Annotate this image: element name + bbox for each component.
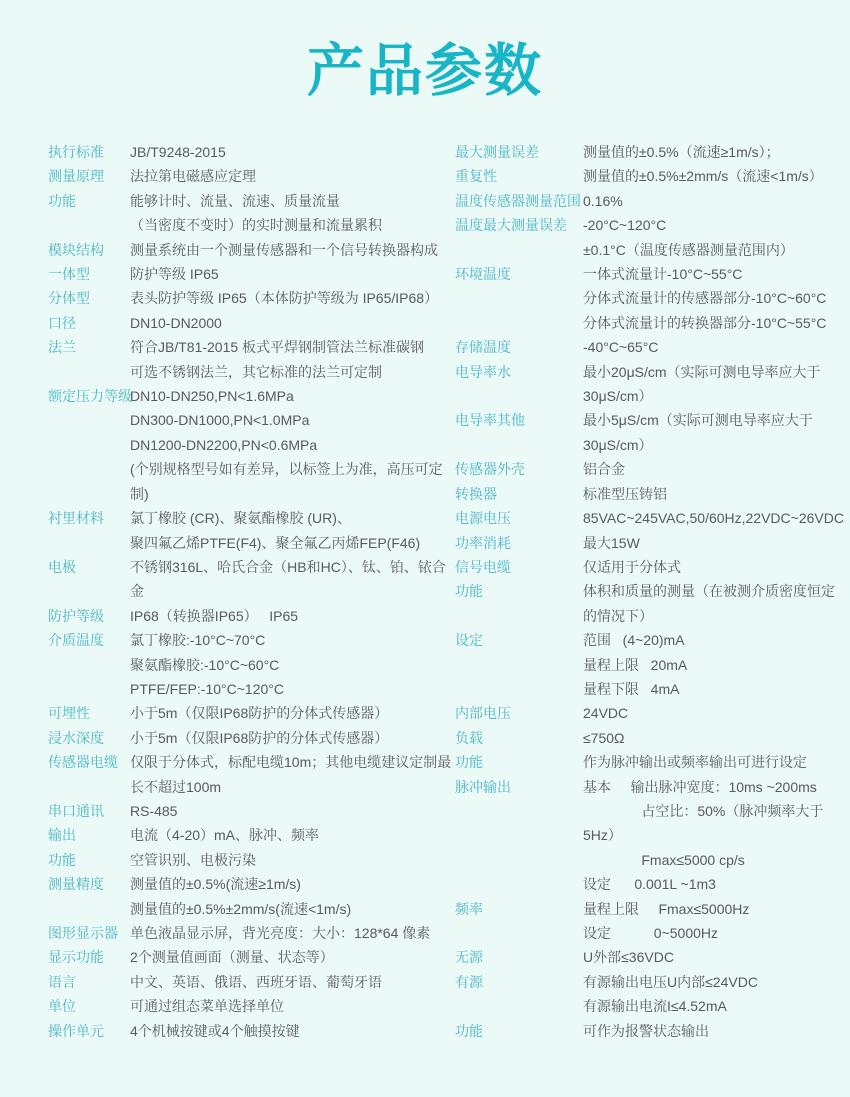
spec-value	[583, 335, 658, 359]
spec-value-line: 长不超过100m	[130, 778, 222, 795]
spec-value	[583, 189, 623, 213]
page-title: 产品参数	[307, 39, 543, 103]
spec-label: 额定压力等级	[48, 388, 132, 405]
spec-value-line: 占空比：50%（脉冲频率大于5Hz）	[583, 802, 824, 844]
spec-label: 操作单元	[48, 1022, 104, 1039]
spec-value	[130, 555, 455, 604]
spec-value-line: 表头防护等级 IP65（本体防护等级为 IP65/IP68）	[130, 290, 439, 307]
spec-value-line: 最小5μS/cm（实际可测电导率应大于	[583, 412, 813, 429]
spec-value-line: 法拉第电磁感应定理	[130, 168, 256, 185]
spec-value-line: Fmax≤5000 cp/s	[583, 851, 745, 868]
spec-row	[455, 335, 840, 359]
spec-value	[583, 140, 780, 164]
spec-value-line: 电流（4-20）mA、脉冲、频率	[130, 827, 320, 844]
spec-label: 法兰	[48, 339, 76, 356]
spec-row	[455, 970, 840, 1019]
spec-value	[130, 823, 319, 847]
spec-value-line: 测量值的±0.5%(流速≥1m/s)	[130, 876, 301, 893]
spec-label: 功能	[455, 1022, 483, 1039]
spec-value-line: 氯丁橡胶:-10°C~70°C	[130, 632, 266, 649]
spec-label: 电导率其他	[455, 412, 525, 429]
spec-value-line: 能够计时、流量、流速、质量流量	[130, 192, 340, 209]
spec-value	[130, 1019, 300, 1043]
spec-label: 重复性	[455, 168, 497, 185]
spec-value	[583, 945, 674, 969]
spec-value	[583, 775, 840, 897]
spec-label: 信号电缆	[455, 558, 511, 575]
spec-value	[583, 213, 794, 262]
spec-value-line: 小于5m（仅限IP68防护的分体式传感器）	[130, 729, 389, 746]
spec-label: 衬里材料	[48, 510, 104, 527]
spec-value	[583, 457, 625, 481]
spec-value-line: 分体式流量计的转换器部分-10°C~55°C	[583, 314, 827, 331]
spec-label: 温度传感器测量范围	[455, 192, 581, 209]
spec-row	[48, 750, 455, 799]
spec-value	[130, 384, 455, 506]
spec-value-line: 不锈钢316L、哈氏合金（HB和HC）、钛、铂、铱合金	[130, 558, 446, 600]
spec-value	[583, 701, 628, 725]
spec-row	[48, 726, 455, 750]
spec-value-line: (个别规格型号如有差异，以标签上为准，高压可定制)	[130, 461, 443, 502]
spec-label: 有源	[455, 973, 483, 990]
spec-value	[583, 579, 835, 628]
spec-value	[130, 726, 388, 750]
spec-label: 负载	[455, 729, 483, 746]
spec-label: 转换器	[455, 485, 497, 502]
spec-label: 传感器电缆	[48, 754, 118, 771]
spec-value	[130, 750, 451, 799]
spec-value-line: 30μS/cm）	[583, 388, 653, 405]
spec-row	[48, 994, 455, 1018]
spec-value	[130, 921, 430, 945]
spec-label: 功能	[455, 583, 483, 600]
spec-value-line: 标准型压铸铝	[583, 485, 667, 502]
spec-value	[583, 531, 640, 555]
spec-row	[48, 1019, 455, 1043]
spec-value-line: 防护等级 IP65	[130, 266, 219, 283]
spec-value-line: 测量值的±0.5%（流速≥1m/s）；	[583, 144, 780, 160]
spec-value-line: 可选不锈钢法兰，其它标准的法兰可定制	[130, 363, 382, 380]
spec-row	[48, 628, 455, 701]
spec-row	[455, 775, 840, 897]
spec-row	[48, 286, 455, 310]
spec-label: 频率	[455, 900, 483, 917]
spec-row	[455, 140, 840, 164]
spec-value-line: -40°C~65°C	[583, 339, 659, 356]
spec-row	[455, 579, 840, 628]
spec-value	[583, 506, 844, 530]
spec-label: 图形显示器	[48, 925, 118, 941]
spec-value	[130, 848, 256, 872]
spec-label: 内部电压	[455, 705, 511, 722]
spec-value-line: 有源输出电压U内部≤24VDC	[583, 973, 758, 990]
spec-row	[455, 531, 840, 555]
spec-row	[48, 238, 455, 262]
spec-value-line: 小于5m（仅限IP68防护的分体式传感器）	[130, 705, 389, 722]
spec-value-line: 设定 0.001L ~1m3	[583, 876, 716, 893]
spec-label: 电源电压	[455, 510, 511, 527]
spec-value-line: DN10-DN2000	[130, 314, 222, 331]
spec-label: 模块结构	[48, 241, 104, 258]
spec-label: 脉冲输出	[455, 778, 511, 795]
spec-row	[455, 506, 844, 530]
spec-value-line: 范围 (4~20)mA	[583, 632, 685, 649]
spec-value	[130, 506, 420, 555]
spec-label: 无源	[455, 949, 483, 966]
spec-columns	[0, 140, 850, 1043]
spec-value-line: 铝合金	[583, 461, 625, 478]
spec-value	[130, 701, 388, 725]
spec-row	[455, 701, 840, 725]
spec-row	[48, 872, 455, 921]
spec-value	[583, 164, 823, 188]
spec-value-line: 85VAC~245VAC,50/60Hz,22VDC~26VDC	[583, 510, 844, 527]
spec-value-line: IP68（转换器IP65） IP65	[130, 607, 299, 624]
spec-value	[130, 970, 382, 994]
spec-value-line: 基本 输出脉冲宽度：10ms ~200ms	[583, 778, 817, 795]
spec-value-line: 最小20μS/cm（实际可测电导率应大于	[583, 363, 821, 380]
spec-value-line: 一体式流量计-10°C~55°C	[583, 266, 743, 283]
spec-value-line: （当密度不变时）的实时测量和流量累积	[130, 217, 382, 234]
spec-row	[455, 213, 840, 262]
spec-value	[130, 238, 438, 262]
spec-value-line: U外部≤36VDC	[583, 949, 674, 966]
spec-value-line: 的情况下）	[583, 607, 653, 624]
spec-value-line: PTFE/FEP:-10°C~120°C	[130, 680, 284, 697]
spec-value-line: DN10-DN250,PN<1.6MPa	[130, 388, 294, 405]
spec-value	[130, 286, 438, 310]
spec-value	[130, 140, 226, 164]
spec-row	[455, 628, 840, 701]
spec-row	[48, 384, 455, 506]
spec-value	[583, 726, 625, 750]
spec-value-line: 氯丁橡胶 (CR)、聚氨酯橡胶 (UR)、	[130, 510, 351, 527]
spec-label: 单位	[48, 998, 76, 1015]
spec-value-line: 单色液晶显示屏，背光亮度：大小：128*64 像素	[130, 925, 431, 941]
spec-value-line: 可作为报警状态输出	[583, 1022, 709, 1039]
spec-value-line: ±0.1°C（温度传感器测量范围内）	[583, 241, 794, 258]
spec-value	[130, 872, 351, 921]
spec-value-line: 作为脉冲输出或频率输出可进行设定	[583, 754, 807, 771]
spec-value-line: 仅限于分体式，标配电缆10m；其他电缆建议定制最	[130, 754, 452, 771]
spec-row	[48, 799, 455, 823]
spec-row	[48, 262, 455, 286]
spec-label: 功率消耗	[455, 534, 511, 551]
spec-value	[583, 262, 826, 335]
spec-value-line: 量程下限 4mA	[583, 680, 680, 697]
spec-row	[48, 140, 455, 164]
spec-value-line: 24VDC	[583, 705, 629, 722]
spec-label: 电极	[48, 558, 76, 575]
spec-row	[455, 164, 840, 188]
spec-value-line: DN1200-DN2200,PN<0.6MPa	[130, 436, 318, 453]
spec-label: 功能	[48, 851, 76, 868]
spec-label: 分体型	[48, 290, 90, 307]
spec-column-right	[455, 140, 844, 1043]
spec-value-line: 有源输出电流I≤4.52mA	[583, 998, 727, 1015]
spec-value	[583, 1019, 709, 1043]
spec-value	[583, 897, 749, 946]
spec-row	[48, 921, 455, 945]
spec-row	[48, 189, 455, 238]
spec-label: 存储温度	[455, 339, 511, 356]
spec-value	[583, 482, 667, 506]
spec-label: 环境温度	[455, 266, 511, 283]
spec-value-line: 最大15W	[583, 534, 640, 551]
spec-value	[583, 360, 821, 409]
spec-label: 设定	[455, 632, 483, 649]
spec-row	[48, 970, 455, 994]
spec-value-line: DN300-DN1000,PN<1.0MPa	[130, 412, 310, 429]
spec-label: 测量精度	[48, 876, 104, 893]
spec-value-line: 中文、英语、俄语、西班牙语、葡萄牙语	[130, 973, 382, 990]
spec-label: 语言	[48, 973, 76, 990]
spec-row	[455, 457, 840, 481]
spec-value-line: ≤750Ω	[583, 729, 625, 746]
spec-label: 浸水深度	[48, 729, 104, 746]
spec-value-line: 量程上限 Fmax≤5000Hz	[583, 900, 750, 917]
spec-row	[48, 945, 455, 969]
spec-value-line: 可通过组态菜单选择单位	[130, 998, 284, 1015]
spec-value-line: RS-485	[130, 802, 178, 819]
spec-row	[48, 164, 455, 188]
spec-label: 可埋性	[48, 705, 90, 722]
spec-value-line: 聚氨酯橡胶:-10°C~60°C	[130, 656, 280, 673]
spec-value	[130, 994, 284, 1018]
spec-value-line: 设定 0~5000Hz	[583, 925, 719, 941]
spec-value	[130, 945, 334, 969]
spec-value-line: 仅适用于分体式	[583, 558, 681, 575]
spec-value-line: 测量值的±0.5%±2mm/s（流速<1m/s）	[583, 168, 823, 185]
spec-label: 执行标准	[48, 144, 104, 160]
spec-value	[130, 189, 382, 238]
spec-row	[455, 360, 840, 409]
spec-row	[455, 726, 840, 750]
spec-value	[130, 799, 177, 823]
spec-row	[455, 408, 840, 457]
spec-value	[130, 311, 222, 335]
spec-row	[455, 750, 840, 774]
spec-row	[455, 482, 840, 506]
spec-value	[583, 970, 758, 1019]
spec-row	[455, 945, 840, 969]
spec-value-line: 分体式流量计的传感器部分-10°C~60°C	[583, 290, 827, 307]
spec-value-line: 0.16%	[583, 192, 623, 209]
spec-value	[583, 408, 813, 457]
spec-value-line: 30μS/cm）	[583, 436, 653, 453]
spec-value-line: 体积和质量的测量（在被测介质密度恒定	[583, 583, 835, 600]
spec-value	[130, 164, 256, 188]
spec-value	[130, 628, 284, 701]
spec-label: 一体型	[48, 266, 90, 283]
spec-value-line: 符合JB/T81-2015 板式平焊钢制管法兰标准碳钢	[130, 339, 425, 356]
spec-row	[48, 823, 455, 847]
spec-row	[48, 604, 455, 628]
spec-label: 防护等级	[48, 607, 104, 624]
spec-value	[130, 335, 424, 384]
spec-label: 传感器外壳	[455, 461, 525, 478]
spec-row	[48, 311, 455, 335]
spec-row	[455, 189, 840, 213]
spec-row	[455, 555, 840, 579]
spec-row	[455, 1019, 840, 1043]
spec-label: 口径	[48, 314, 76, 331]
spec-label: 功能	[48, 192, 76, 209]
spec-row	[48, 506, 455, 555]
spec-row	[48, 555, 455, 604]
spec-value-line: 空管识别、电极污染	[130, 851, 256, 868]
spec-value-line: JB/T9248-2015	[130, 144, 226, 160]
spec-label: 介质温度	[48, 632, 104, 649]
spec-value	[130, 604, 298, 628]
spec-value	[583, 555, 681, 579]
spec-value	[130, 262, 219, 286]
spec-label: 显示功能	[48, 949, 104, 966]
spec-value-line: 量程上限 20mA	[583, 656, 688, 673]
spec-value-line: 2个测量值画面（测量、状态等）	[130, 949, 334, 966]
spec-value-line: -20°C~120°C	[583, 217, 667, 234]
spec-value-line: 4个机械按键或4个触摸按键	[130, 1022, 300, 1039]
spec-value	[583, 628, 687, 701]
spec-label: 最大测量误差	[455, 144, 539, 160]
spec-label: 功能	[455, 754, 483, 771]
spec-value-line: 聚四氟乙烯PTFE(F4)、聚全氟乙丙烯FEP(F46)	[130, 534, 421, 551]
spec-label: 输出	[48, 827, 76, 844]
spec-row	[455, 897, 840, 946]
spec-row	[48, 335, 455, 384]
spec-row	[48, 848, 455, 872]
spec-value-line: 测量系统由一个测量传感器和一个信号转换器构成	[130, 241, 438, 258]
spec-label: 温度最大测量误差	[455, 217, 567, 234]
spec-value	[583, 750, 807, 774]
spec-row	[455, 262, 840, 335]
spec-row	[48, 701, 455, 725]
spec-label: 串口通讯	[48, 802, 104, 819]
spec-label: 电导率水	[455, 363, 511, 380]
spec-column-left	[48, 140, 455, 1043]
spec-value-line: 测量值的±0.5%±2mm/s(流速<1m/s)	[130, 900, 352, 917]
spec-label: 测量原理	[48, 168, 104, 185]
